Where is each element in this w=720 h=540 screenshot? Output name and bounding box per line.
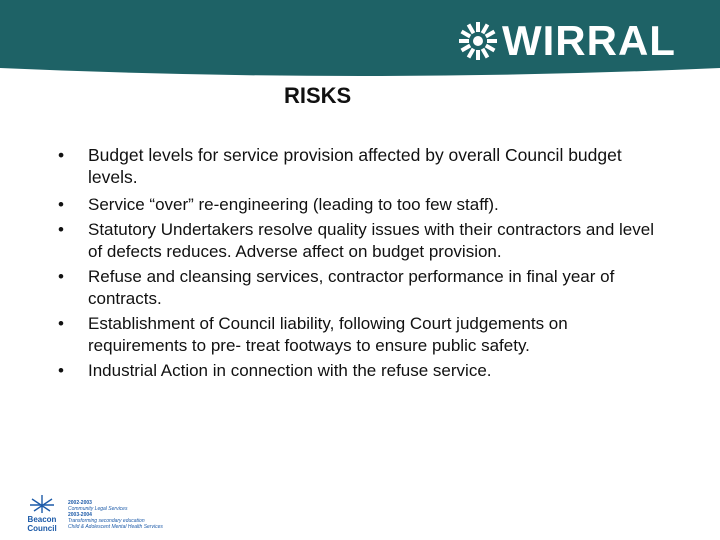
bullet-text: Service “over” re-engineering (leading to too few staff).	[88, 195, 499, 214]
list-item	[58, 219, 668, 263]
list-item	[58, 313, 668, 357]
award-years: 2002-2003	[68, 500, 92, 506]
beacon-label-line1: Beacon	[27, 515, 57, 524]
brand-name: WIRRAL	[502, 17, 676, 64]
beacon-label	[22, 515, 62, 533]
award-desc: Transforming secondary education	[68, 518, 145, 524]
wirral-emblem-icon	[458, 21, 498, 61]
risk-list	[58, 144, 668, 385]
bullet-marker: •	[58, 314, 64, 333]
wirral-logo	[458, 17, 676, 65]
bullet-text: Refuse and cleansing services, contractor performance in final year of contracts.	[88, 267, 615, 308]
bullet-text: Establishment of Council liability, following Court judgements on requirements to pre- treat footways to ensure public safety.	[88, 314, 568, 355]
award-desc: Child & Adolescent Mental Health Services	[68, 524, 163, 530]
slide-title: RISKS	[284, 83, 352, 108]
beacon-label-line2: Council	[27, 524, 57, 533]
bullet-text: Statutory Undertakers resolve quality issues with their contractors and level of defects reduces. Adverse affect on budget provision.	[88, 220, 654, 261]
award-desc: Community Legal Services	[68, 506, 128, 512]
award-years: 2003-2004	[68, 512, 92, 518]
beacon-awards	[68, 500, 228, 530]
list-item	[58, 360, 668, 382]
bullet-text: Budget levels for service provision affected by overall Council budget levels.	[88, 145, 622, 187]
bullet-marker: •	[58, 195, 64, 214]
bullet-marker: •	[58, 267, 64, 286]
bullet-marker: •	[58, 145, 65, 165]
header-banner	[0, 0, 720, 80]
list-item	[58, 266, 668, 310]
bullet-text: Industrial Action in connection with the refuse service.	[88, 361, 492, 380]
list-item	[58, 194, 668, 216]
list-item	[58, 144, 668, 188]
bullet-marker: •	[58, 361, 64, 380]
bullet-marker: •	[58, 220, 64, 239]
